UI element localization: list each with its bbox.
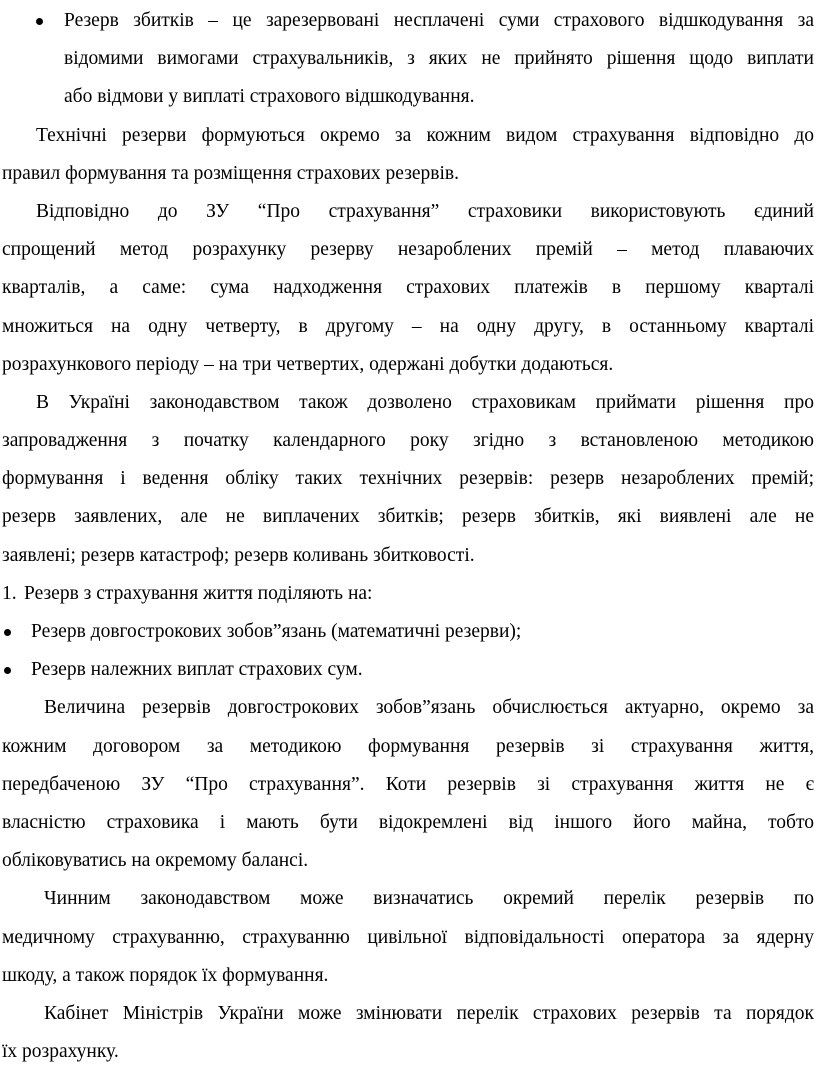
text-line: правил формування та розміщення страхових резервів.: [2, 162, 460, 184]
numbered-item: [2, 575, 814, 613]
bullet-icon: [4, 667, 11, 674]
text-line: Величина резервів довгострокових зобов”язань обчислюється актуарно, окремо за: [44, 697, 814, 719]
text-line: спрощений метод розрахунку резерву незароблених премій – метод плаваючих: [2, 239, 814, 261]
bullet-icon: [36, 18, 43, 25]
text-line: кварталів, а саме: сума надходження страхових платежів в першому кварталі: [2, 277, 814, 299]
text-line: заявлені; резерв катастроф; резерв коливань збитковості.: [2, 544, 475, 566]
text-line: або відмови у виплаті страхового відшкодування.: [64, 86, 475, 108]
text-line: обліковуватись на окремому балансі.: [2, 850, 309, 872]
text-line: Резерв належних виплат страхових сум.: [31, 659, 363, 681]
text-line: передбаченою ЗУ “Про страхування”. Коти резервів зі страхування життя не є: [2, 773, 814, 795]
text-line: Чинним законодавством може визначатись окремий перелік резервів по: [44, 888, 814, 910]
text-line: резерв заявлених, але не виплачених збитків; резерв збитків, які виявлені але не: [2, 506, 814, 528]
item-text: Резерв з страхування життя поділяють на:: [24, 582, 373, 604]
text-line: їх розрахунку.: [2, 1041, 119, 1063]
text-line: Резерв збитків – це зарезервовані несплачені суми страхового відшкодування за: [64, 10, 814, 31]
bullet-item-loss-reserve: [2, 2, 814, 40]
text-line: відомими вимогами страхувальників, з яких не прийнято рішення щодо виплати: [64, 48, 814, 70]
text-line: формування і ведення обліку таких технічних резервів: резерв незароблених премій;: [2, 468, 814, 490]
text-line: Відповідно до ЗУ “Про страхування” страховики використовують єдиний: [36, 200, 814, 222]
bullet-icon: [4, 629, 11, 636]
bullet-item-payments-reserve: [2, 651, 814, 689]
text-line: запровадження з початку календарного року згідно з встановленою методикою: [2, 430, 814, 452]
text-line: медичному страхуванню, страхуванню цивільної відповідальності оператора за ядерну: [2, 926, 814, 948]
text-line: кожним договором за методикою формування резервів зі страхування життя,: [2, 735, 814, 757]
text-line: множиться на одну четверту, в другому – на одну другу, в останньому кварталі: [2, 315, 814, 337]
text-line: Кабінет Міністрів України може змінювати перелік страхових резервів та порядок: [44, 1002, 814, 1024]
text-line: шкоду, а також порядок їх формування.: [2, 964, 329, 986]
text-line: Резерв довгострокових зобов”язань (математичні резерви);: [31, 621, 522, 642]
text-line: розрахункового періоду – на три четвертих, одержані добутки додаються.: [2, 353, 614, 375]
bullet-item-long-term-reserve: [2, 613, 814, 651]
text-line: власністю страховика і мають бути відокремлені від іншого його майна, тобто: [2, 811, 814, 833]
text-line: В Україні законодавством також дозволено страховикам приймати рішення про: [36, 391, 814, 413]
text-line: Технічні резерви формуються окремо за кожним видом страхування відповідно до: [36, 124, 814, 146]
item-number: 1.: [2, 582, 17, 604]
